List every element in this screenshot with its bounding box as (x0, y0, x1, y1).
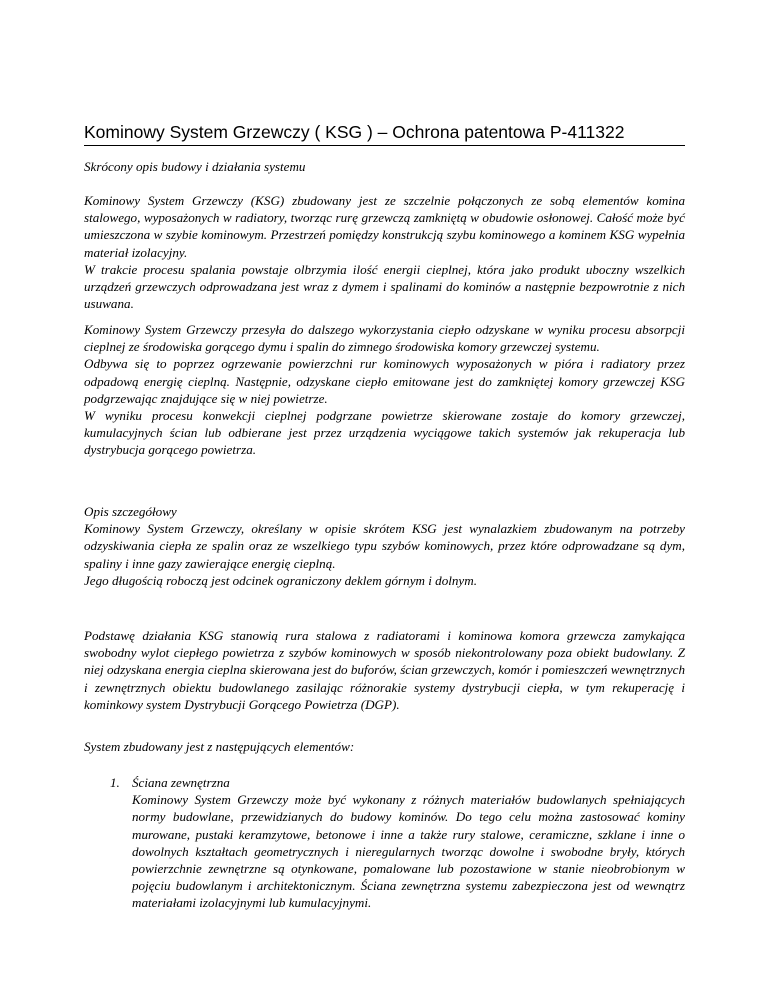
summary-block-2 (84, 321, 685, 459)
elements-heading: System zbudowany jest z następujących elementów: (84, 739, 355, 754)
summary-paragraph: Kominowy System Grzewczy (KSG) zbudowany jest ze szczelnie połączonych ze sobą elementów komina stalowego, wyposażonych w radiatory, tworząc rurę grzewczą zamkniętą w obudowie osłonowej. Całość może być umieszczona w szybie kominowym. Przestrzeń pomiędzy konstrukcją szybu kominowego a kominem KSG wypełnia materiał izolacyjny. (84, 193, 685, 260)
summary-paragraph: W wyniku procesu konwekcji cieplnej podgrzane powietrze skierowane zostaje do komory grzewczej, kumulacyjnych ścian lub odbierane jest przez urządzenia wyciągowe takich systemów jak rekuperacja lub dystrybucja gorącego powietrza. (84, 408, 685, 458)
list-item-body: Kominowy System Grzewczy może być wykonany z różnych materiałów budowlanych spełniających normy budowlane, przewidzianych do budowy kominów. Do tego celu można zastosować kominy murowane, pustaki keramzytowe, betonowe i inne a także rury stalowe, ceramiczne, szklane i inne o dowolnych kształtach geometrycznych i nieregularnych tworząc dowolne i swobodne bryły, których powierzchnie zewnętrzne są otynkowane, pomalowane lub pozostawione w stanie nieobrobionym w pojęciu budowlanym i architektonicznym. Ściana zewnętrzna systemu zabezpieczona jest od wewnątrz materiałami izolacyjnymi lub kumulacyjnymi. (132, 792, 685, 911)
subtitle: Skrócony opis budowy i działania systemu (84, 159, 306, 174)
list-item-number: 1. (110, 775, 120, 790)
summary-paragraph: Kominowy System Grzewczy przesyła do dalszego wykorzystania ciepło odzyskane w wyniku procesu absorpcji cieplnej ze środowiska gorącego dymu i spalin do zimnego środowiska komory grzewczej systemu. (84, 322, 685, 355)
detail-paragraph: Jego długością roboczą jest odcinek ograniczony deklem górnym i dolnym. (84, 572, 477, 588)
summary-block-1 (84, 192, 685, 312)
document-title: Kominowy System Grzewczy ( KSG ) – Ochrona patentowa P-411322 (84, 121, 685, 146)
summary-paragraph: Odbywa się to poprzez ogrzewanie powierzchni rur kominowych wyposażonych w pióra i radiatory przez odpadową energię cieplną. Następnie, odzyskane ciepło emitowane jest do zamkniętej komory grzewczej KSG podgrzewając znajdujące się w niej powietrze. (84, 356, 685, 406)
detail-paragraph-2: Podstawę działania KSG stanowią rura stalowa z radiatorami i kominowa komora grzewcza zamykająca swobodny wylot ciepłego powietrza z szybów kominowych w sposób niekontrolowany poza obiekt budowlany. Z niej odzyskana energia cieplna skierowana jest do buforów, ścian grzewczych, komór i pomieszczeń wewnętrznych i zewnętrznych obiektu budowlanego zasilając różnorakie systemy dystrybucji ciepła, w tym rekuperację i kominkowy system Dystrybucji Gorącego Powietrza (DGP). (84, 628, 685, 712)
summary-paragraph: W trakcie procesu spalania powstaje olbrzymia ilość energii cieplnej, która jako produkt uboczny wszelkich urządzeń grzewczych odprowadzana jest wraz z dymem i spalinami do kominów a następnie bezpowrotnie z nich usuwana. (84, 261, 685, 312)
list-item (132, 774, 685, 912)
list-item-title: Ściana zewnętrzna (132, 775, 230, 790)
detail-paragraph: Kominowy System Grzewczy, określany w opisie skrótem KSG jest wynalazkiem zbudowanym na potrzeby odzyskiwania ciepła ze spalin oraz ze wszelkiego typu szybów kominowych, przez które odprowadzane są dym, spaliny i inne gazy zawierające energię cieplną. (84, 521, 685, 571)
detail-section (84, 503, 685, 589)
detail-heading: Opis szczegółowy (84, 504, 177, 519)
